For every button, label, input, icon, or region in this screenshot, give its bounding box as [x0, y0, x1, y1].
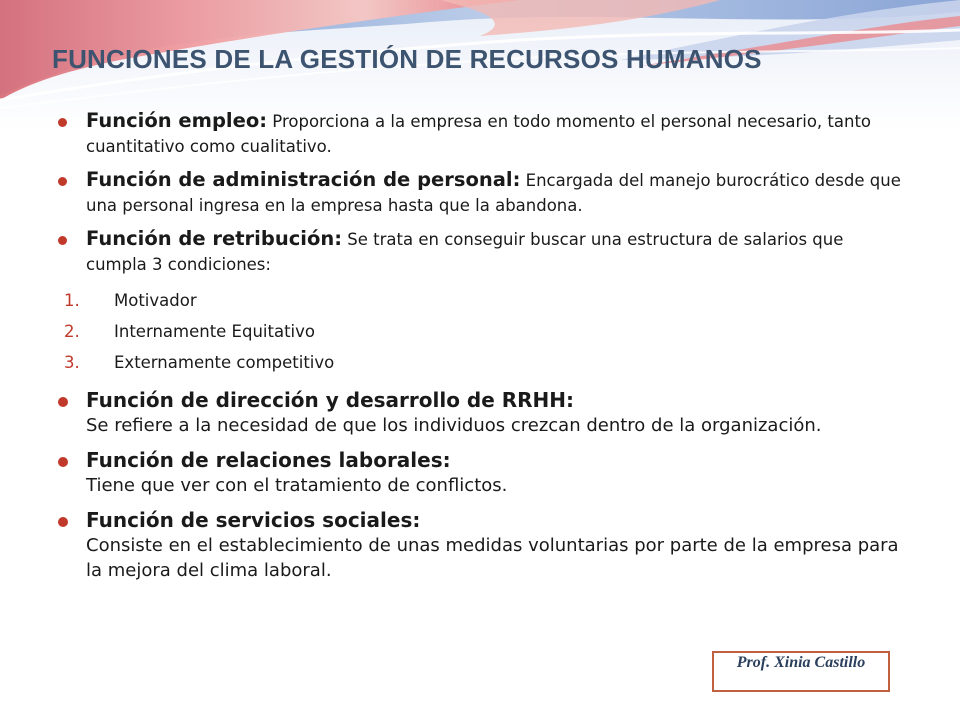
list-item-funcion-direccion: [58, 388, 908, 438]
condition-item: [64, 316, 908, 347]
condition-number: 2.: [64, 322, 80, 341]
author-box: Prof. Xinia Castillo: [712, 651, 890, 692]
list-item-funcion-servicios: [58, 508, 908, 583]
item-text: Tiene que ver con el tratamiento de conflictos.: [86, 475, 508, 496]
condition-label: Internamente Equitativo: [114, 322, 315, 341]
bullet-dot: [58, 177, 67, 186]
item-text: Proporciona a la empresa en todo momento el personal necesario, tanto cuantitativo como cualitativo.: [86, 112, 872, 156]
item-text: Se refiere a la necesidad de que los individuos crezcan dentro de la organización.: [86, 415, 822, 436]
item-heading: Función de administración de personal:: [86, 168, 521, 191]
item-heading: Función de dirección y desarrollo de RRHH:: [86, 388, 575, 412]
item-heading: Función de retribución:: [86, 227, 343, 250]
conditions-list: [64, 285, 908, 378]
condition-number: 3.: [64, 353, 80, 372]
list-item-funcion-retribucion: [58, 226, 908, 277]
item-text: Encargada del manejo burocrático desde que una personal ingresa en la empresa hasta que la abandona.: [86, 171, 901, 215]
list-item-funcion-empleo: [58, 108, 908, 159]
item-text: Se trata en conseguir buscar una estructura de salarios que cumpla 3 condiciones:: [86, 230, 844, 274]
condition-label: Externamente competitivo: [114, 353, 335, 372]
item-text: Consiste en el establecimiento de unas medidas voluntarias por parte de la empresa para la mejora del clima laboral.: [86, 535, 899, 581]
bullet-dot: [58, 118, 67, 127]
bullet-dot: [58, 397, 68, 407]
bullet-dot: [58, 236, 67, 245]
item-heading: Función empleo:: [86, 109, 268, 132]
condition-label: Motivador: [114, 291, 197, 310]
bullet-dot: [58, 457, 68, 467]
list-item-funcion-relaciones: [58, 448, 908, 498]
condition-item: [64, 285, 908, 316]
list-item-funcion-administracion: [58, 167, 908, 218]
item-heading: Función de relaciones laborales:: [86, 448, 451, 472]
condition-item: [64, 347, 908, 378]
condition-number: 1.: [64, 291, 80, 310]
slide-title: FUNCIONES DE LA GESTIÓN DE RECURSOS HUMANOS: [52, 44, 762, 74]
bullet-dot: [58, 517, 68, 527]
item-heading: Función de servicios sociales:: [86, 508, 421, 532]
content-list: [58, 108, 908, 593]
